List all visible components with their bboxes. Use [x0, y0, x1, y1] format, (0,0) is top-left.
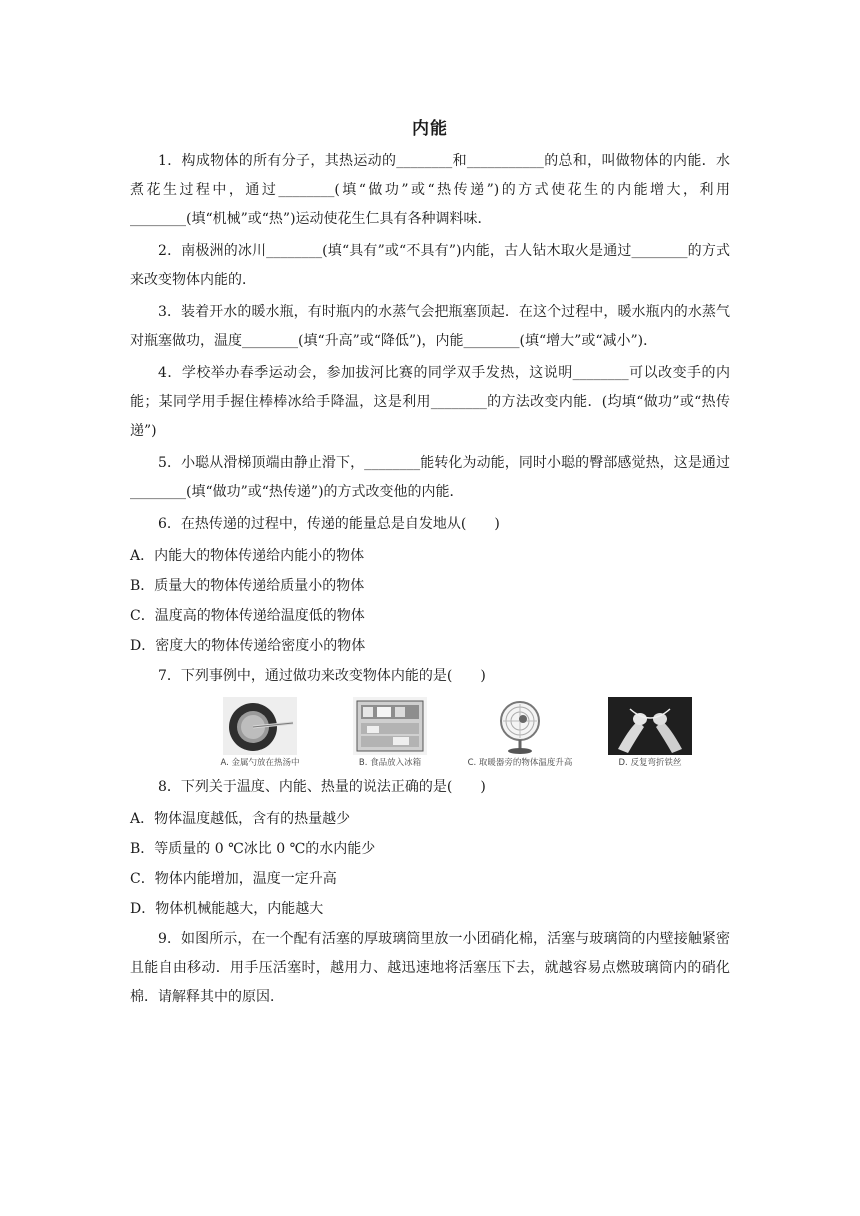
question-5-text: 5．小聪从滑梯顶端由静止滑下，________能转化为动能，同时小聪的臀部感觉热，这是通过________(填“做功”或“热传递”)的方式改变他的内能．	[130, 455, 730, 500]
heater-icon	[483, 697, 557, 755]
question-8-option-c: C．物体内能增加，温度一定升高	[130, 871, 337, 887]
question-4	[130, 359, 730, 446]
question-9	[130, 925, 730, 1012]
figure-b	[330, 697, 450, 769]
question-6-option-d: D．密度大的物体传递给密度小的物体	[130, 638, 366, 654]
fridge-icon	[353, 697, 427, 755]
page-title: 内能	[412, 119, 448, 139]
question-8-stem-text: 8．下列关于温度、内能、热量的说法正确的是( )	[158, 779, 486, 795]
figure-c-caption: C. 取暖器旁的物体温度升高	[467, 758, 573, 768]
question-8-stem	[130, 773, 730, 802]
question-3	[130, 298, 730, 356]
question-6-option-c: C．温度高的物体传递给温度低的物体	[130, 608, 365, 624]
worksheet-page	[130, 114, 730, 1015]
bending-wire-icon	[608, 697, 692, 755]
question-2	[130, 237, 730, 295]
question-6-stem-text: 6．在热传递的过程中，传递的能量总是自发地从( )	[158, 516, 500, 532]
question-8-option-d: D．物体机械能越大，内能越大	[130, 901, 324, 917]
question-3-text: 3．装着开水的暖水瓶，有时瓶内的水蒸气会把瓶塞顶起．在这个过程中，暖水瓶内的水蒸气对瓶塞做功，温度________(填“升高”或“降低”)，内能________(填“增大”或“减小”)．	[130, 304, 730, 349]
figure-d	[590, 697, 710, 769]
figure-a-caption: A. 金属勺放在热汤中	[220, 758, 300, 768]
question-8-option-a: A．物体温度越低，含有的热量越少	[130, 811, 351, 827]
question-7-figures	[200, 697, 730, 769]
question-7-stem-text: 7．下列事例中，通过做功来改变物体内能的是( )	[158, 668, 486, 684]
question-6-stem	[130, 510, 730, 539]
question-5	[130, 449, 730, 507]
question-7-stem	[130, 662, 730, 691]
question-8-option-b: B．等质量的 0 ℃冰比 0 ℃的水内能少	[130, 841, 376, 857]
question-6-option-a: A．内能大的物体传递给内能小的物体	[130, 548, 365, 564]
question-6-option-b: B．质量大的物体传递给质量小的物体	[130, 578, 365, 594]
question-1-text: 1．构成物体的所有分子，其热运动的________和___________的总和，叫做物体的内能．水煮花生过程中，通过________(填“做功”或“热传递”)的方式使花生的内能增大，利用________(填“机械”或“热”)运动使花生仁具有各种调料味．	[130, 153, 730, 227]
question-4-text: 4．学校举办春季运动会，参加拔河比赛的同学双手发热，这说明________可以改变手的内能；某同学用手握住棒棒冰给手降温，这是利用________的方法改变内能．(均填“做功”或“热传递”)	[130, 365, 730, 439]
question-1	[130, 147, 730, 234]
figure-c	[460, 697, 580, 769]
figure-a	[200, 697, 320, 769]
figure-d-caption: D. 反复弯折铁丝	[618, 758, 682, 768]
question-9-text: 9．如图所示，在一个配有活塞的厚玻璃筒里放一小团硝化棉，活塞与玻璃筒的内壁接触紧密且能自由移动．用手压活塞时，越用力、越迅速地将活塞压下去，就越容易点燃玻璃筒内的硝化棉．请解释其中的原因．	[130, 931, 730, 1005]
figure-b-caption: B. 食品放入冰箱	[358, 758, 422, 768]
question-2-text: 2．南极洲的冰川________(填“具有”或“不具有”)内能，古人钻木取火是通过________的方式来改变物体内能的．	[130, 243, 730, 288]
spoon-in-soup-icon	[223, 697, 297, 755]
